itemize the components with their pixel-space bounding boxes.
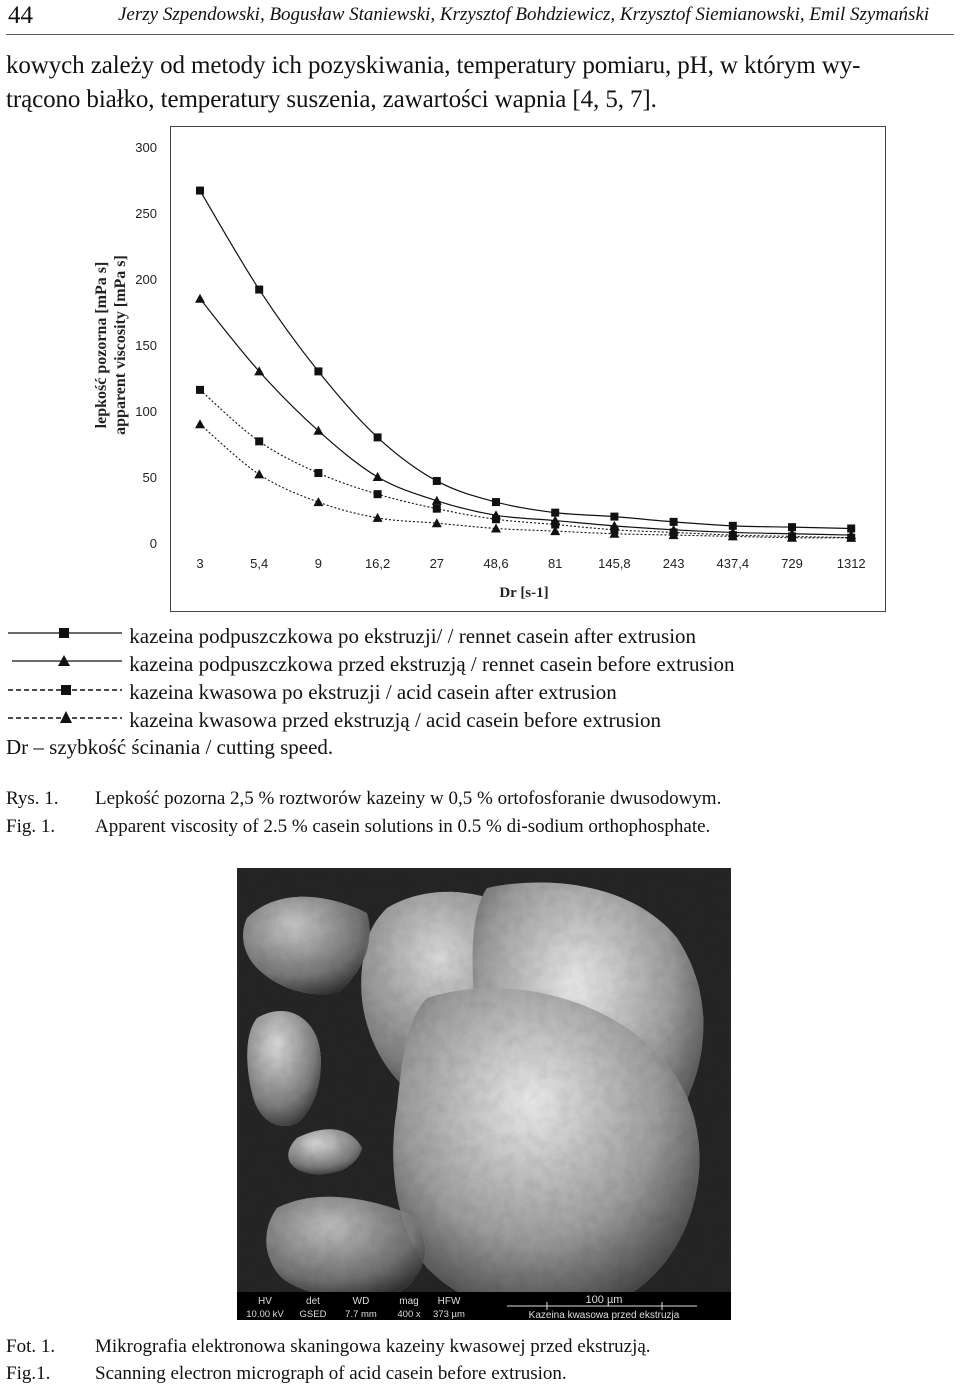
legend-symbol-dashed-square bbox=[6, 678, 124, 706]
body-text-line-1: kowych zależy od metody ich pozyskiwania, temperatury pomiaru, pH, w którym wy- bbox=[6, 52, 861, 79]
x-tick-label: 437,4 bbox=[716, 556, 750, 571]
series-line bbox=[200, 299, 851, 535]
data-point-square bbox=[196, 187, 204, 195]
legend-text: kazeina kwasowa przed ekstruzją / acid casein before extrusion bbox=[129, 708, 662, 733]
data-point-triangle bbox=[313, 497, 323, 506]
viscosity-chart bbox=[0, 0, 960, 620]
x-tick-label: 5,4 bbox=[250, 556, 269, 571]
series-group bbox=[195, 419, 856, 542]
sem-info-label: HFW bbox=[437, 1296, 461, 1307]
shear-rate-note: Dr – szybkość ścinania / cutting speed. bbox=[6, 735, 334, 759]
sem-info-label: mag bbox=[399, 1296, 419, 1307]
data-point-square bbox=[374, 490, 382, 498]
x-tick-label: 48,6 bbox=[483, 556, 509, 571]
data-point-square bbox=[551, 509, 559, 517]
x-tick-label: 9 bbox=[314, 556, 323, 571]
sem-info-value: 10.00 kV bbox=[246, 1309, 284, 1320]
data-point-triangle bbox=[254, 469, 264, 478]
series-group bbox=[195, 294, 856, 539]
x-tick-label: 1312 bbox=[836, 556, 866, 571]
sem-info-value: 7.7 mm bbox=[345, 1309, 377, 1320]
page-number: 44 bbox=[8, 2, 33, 29]
data-point-square bbox=[314, 367, 322, 375]
data-point-square bbox=[196, 386, 204, 394]
y-tick-label: 300 bbox=[135, 140, 157, 155]
sem-info-label: WD bbox=[352, 1296, 370, 1307]
y-tick-label: 250 bbox=[135, 206, 157, 221]
series-group bbox=[196, 187, 855, 533]
x-tick-label: 243 bbox=[662, 556, 685, 571]
data-point-square bbox=[610, 513, 618, 521]
photo-1-caption-pl: Mikrografia elektronowa skaningowa kazeiny kwasowej przed ekstruzją. bbox=[95, 1336, 651, 1357]
data-point-triangle bbox=[373, 472, 383, 481]
sem-info-label: HV bbox=[258, 1296, 272, 1307]
sem-micrograph bbox=[237, 868, 731, 1320]
y-tick-label: 50 bbox=[142, 470, 157, 485]
sem-info-value: GSED bbox=[299, 1309, 327, 1320]
sem-sample-label: Kazeina kwasowa przed ekstruzja bbox=[528, 1310, 680, 1320]
legend-text: kazeina podpuszczkowa po ekstruzji/ / rennet casein after extrusion bbox=[129, 624, 697, 649]
data-point-square bbox=[314, 469, 322, 477]
x-axis-title: Dr [s-1] bbox=[499, 585, 549, 601]
running-header-authors: Jerzy Szpendowski, Bogusław Staniewski, Krzysztof Bohdziewicz, Krzysztof Siemianowski, Emil Szymański bbox=[118, 4, 930, 25]
y-tick-label: 100 bbox=[135, 404, 157, 419]
x-tick-label: 729 bbox=[781, 556, 803, 571]
legend-entry-rennet-after bbox=[6, 620, 696, 648]
photo-1-label-en: Fig.1. bbox=[6, 1363, 51, 1384]
y-axis-title-pl: lepkość pozorna [mPa s] bbox=[93, 261, 110, 429]
data-point-square bbox=[433, 505, 441, 513]
y-tick-label: 0 bbox=[149, 536, 157, 551]
body-text-line-2: trącono białko, temperatury suszenia, zawartości wapnia [4, 5, 7]. bbox=[6, 86, 657, 113]
data-point-square bbox=[374, 433, 382, 441]
legend-text: kazeina podpuszczkowa przed ekstruzją / rennet casein before extrusion bbox=[129, 652, 735, 677]
data-point-square bbox=[492, 498, 500, 506]
sem-micrograph-image bbox=[237, 868, 731, 1320]
data-point-square bbox=[492, 515, 500, 523]
legend-symbol-dashed-triangle bbox=[6, 706, 124, 734]
legend-symbol-solid-square bbox=[6, 622, 124, 650]
data-point-square bbox=[255, 437, 263, 445]
data-point-triangle bbox=[491, 523, 501, 532]
figure-1-label-pl: Rys. 1. bbox=[6, 788, 59, 809]
photo-1-label-pl: Fot. 1. bbox=[6, 1336, 56, 1357]
figure-1-caption-pl: Lepkość pozorna 2,5 % roztworów kazeiny w 0,5 % ortofosforanie dwusodowym. bbox=[95, 788, 722, 809]
data-point-square bbox=[255, 286, 263, 294]
series-line bbox=[200, 191, 851, 529]
legend-text: kazeina kwasowa po ekstruzji / acid casein after extrusion bbox=[129, 680, 617, 705]
sem-info-value: 373 µm bbox=[433, 1309, 465, 1320]
legend-entry-rennet-before bbox=[6, 648, 734, 676]
sem-info-label: det bbox=[306, 1296, 320, 1307]
y-axis-title-en: apparent viscosity [mPa s] bbox=[112, 255, 129, 435]
legend-symbol-solid-triangle bbox=[6, 650, 124, 678]
data-point-square bbox=[433, 477, 441, 485]
series-line bbox=[200, 424, 851, 538]
x-tick-label: 145,8 bbox=[598, 556, 631, 571]
legend-entry-acid-after bbox=[6, 676, 617, 704]
photo-1-caption-en: Scanning electron micrograph of acid casein before extrusion. bbox=[95, 1363, 567, 1384]
data-point-triangle bbox=[195, 294, 205, 303]
sem-info-value: 400 x bbox=[397, 1309, 421, 1320]
x-tick-label: 81 bbox=[547, 556, 563, 571]
legend-entry-acid-before bbox=[6, 704, 661, 732]
sem-scale-label: 100 µm bbox=[585, 1294, 623, 1306]
figure-1-label-en: Fig. 1. bbox=[6, 816, 56, 837]
y-tick-label: 150 bbox=[135, 338, 157, 353]
y-tick-label: 200 bbox=[135, 272, 157, 287]
x-tick-label: 27 bbox=[429, 556, 445, 571]
data-point-square bbox=[670, 518, 678, 526]
x-tick-label: 16,2 bbox=[364, 556, 391, 571]
data-point-triangle bbox=[195, 419, 205, 428]
x-tick-label: 3 bbox=[196, 556, 204, 571]
figure-1-caption-en: Apparent viscosity of 2.5 % casein solutions in 0.5 % di-sodium orthophosphate. bbox=[95, 816, 711, 837]
